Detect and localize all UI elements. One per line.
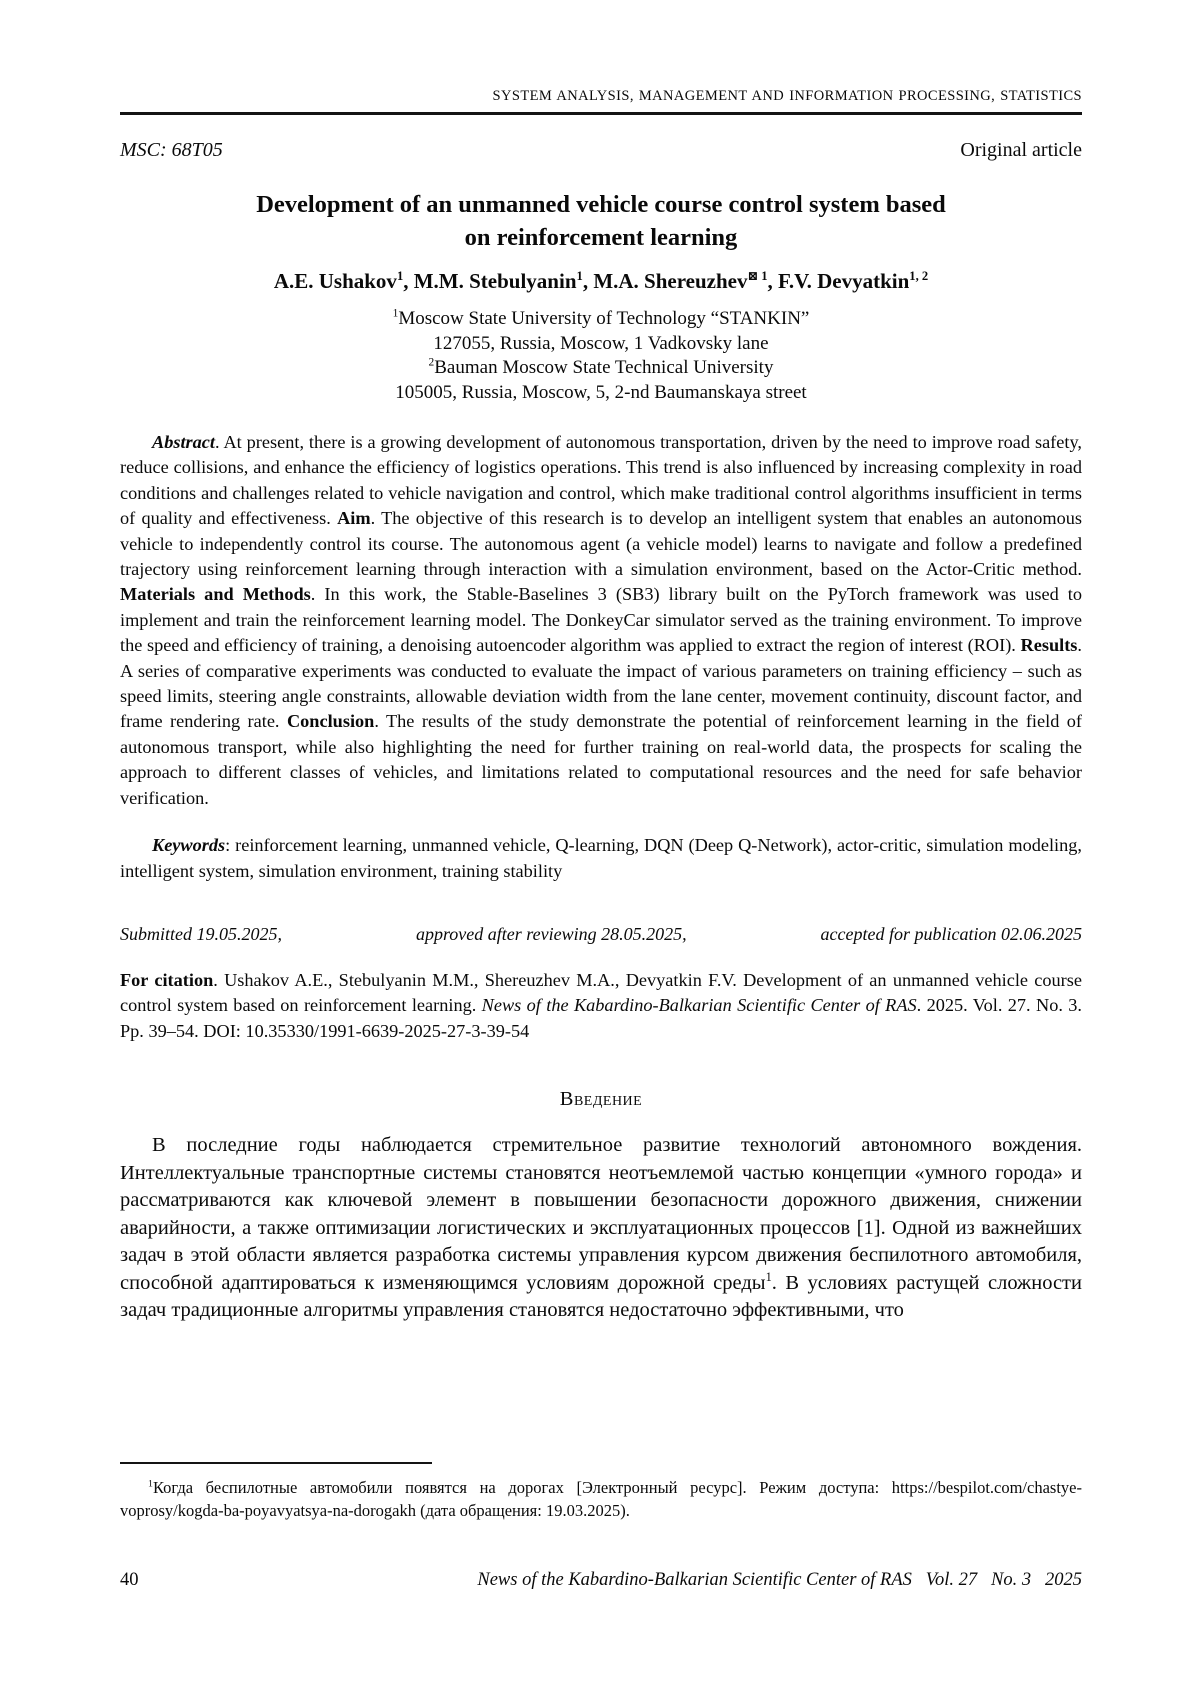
text-segment: 1, 2 [909,269,929,283]
affiliation-address [120,381,1082,406]
text-segment: A.E. Ushakov [273,269,397,293]
authors-line [120,269,1082,294]
text-segment: Conclusion [286,711,375,732]
article-meta-row [120,139,1082,162]
citation-paragraph [120,968,1082,1044]
text-segment: News of the Kabardino-Balkarian Scientific Center of RAS [481,995,917,1016]
article-title-line2: on reinforcement learning [464,224,738,251]
page-content [0,88,1200,1325]
text-segment: . At present, there is a growing development of autonomous transportation, driven by the need to improve road safety, reduce collisions, and enhance the efficiency of logistics operations. This trend is also influenced by increasing complexity in road conditions and challenges related to vehicle navigation and control, which make traditional control algorithms insufficient in terms of quality and effectiveness. [120,432,1082,529]
text-segment: . The results of the study demonstrate the potential of reinforcement learning in the field of autonomous transport, while also highlighting the need for further training on real-world data, the prospects for scaling the approach to different classes of vehicles, and limitations related to computational resources and the need for safe behavior verification. [120,711,1082,808]
journal-footer-line: News of the Kabardino-Balkarian Scientific Center of RAS Vol. 27 No. 3 2025 [477,1570,1082,1590]
text-segment: . In this work, the Stable-Baselines 3 (SB3) library built on the PyTorch framework was used to implement and train the reinforcement learning model. The DonkeyCar simulator served as the training environment. To improve the speed and efficiency of training, a denoising autoencoder algorithm was applied to extract the region of interest (ROI). [120,584,1083,656]
text-segment: . The objective of this research is to develop an intelligent system that enables an autonomous vehicle to independently control its course. The autonomous agent (a vehicle model) learns to navigate and follow a predefined trajectory using reinforcement learning through interaction with a simulation environment, based on the Actor-Critic method. [120,508,1082,580]
text-segment: Abstract [152,432,215,452]
footnote-rule [120,1462,432,1464]
text-segment: . Ushakov A.E., Stebulyanin M.M., Shereuzhev M.A., Devyatkin F.V. Development of an unmanned vehicle course control system based on reinforcement learning. [120,969,1082,1016]
text-segment: 1 [392,307,399,320]
article-title-line1: Development of an unmanned vehicle course control system based [256,191,946,218]
text-segment: Когда беспилотные автомобили появятся на дорогах [Электронный ресурс]. Режим доступа: https://bespilot.com/chastye-voprosy/kogda-ba-poyavyatsya-na-dorogakh (дата обращения: 19.03.2025). [120,1478,1082,1520]
page-number: 40 [120,1570,139,1590]
text-segment: . 2025. Vol. 27. No. 3. Pp. 39–54. DOI: 10.35330/1991-6639-2025-27-3-39-54 [120,995,1082,1041]
text-segment: Results [1020,635,1078,656]
text-segment: , M.M. Stebulyanin [403,269,577,293]
keywords-paragraph [120,833,1082,884]
text-segment: Aim [337,508,371,529]
text-segment: Bauman Moscow State Technical University [434,357,774,378]
affiliation-address [120,332,1082,357]
text-segment: В последние годы наблюдается стремительное развитие технологий автономного вождения. Интеллектуальные транспортные системы становятся неотъемлемой частью концепции «умного города» и рассматриваются как ключевой элемент в повышении безопасности дорожного движения, снижении аварийности, а также оптимизации логистических и эксплуатационных процессов [1]. Одной из важнейших задач в этой области является разработка системы управления курсом движения беспилотного автомобиля, способной адаптироваться к изменяющимся условиям дорожной среды [120,1134,1082,1294]
affiliation-line [120,307,1082,332]
text-segment: 127055, Russia, Moscow, 1 Vadkovsky lane [433,332,769,354]
text-segment: ⊠ 1 [747,269,768,283]
affiliation-line [120,356,1082,381]
submitted-date: Submitted 19.05.2025, [120,923,282,944]
text-segment: 2 [428,356,435,369]
text-segment: . В условиях растущей сложности задач традиционные алгоритмы управления становятся недостаточно эффективными, что [120,1271,1082,1322]
accepted-date: accepted for publication 02.06.2025 [820,923,1082,944]
affiliations-block [120,307,1082,405]
text-segment: Materials and Methods [120,584,311,605]
abstract-paragraph [120,430,1082,811]
introduction-paragraph [120,1132,1082,1325]
text-segment: . A series of comparative experiments was conducted to evaluate the impact of various parameters on training efficiency – such as speed limits, steering angle constraints, allowable deviation width from the lane center, movement continuity, discount factor, and frame rendering rate. [120,635,1082,732]
dates-row [120,924,1082,945]
text-segment: For citation [120,969,214,990]
text-segment: 1 [576,269,583,283]
text-segment: , M.A. Shereuzhev [582,269,748,293]
approved-date: approved after reviewing 28.05.2025, [415,923,687,944]
text-segment: , F.V. Devyatkin [767,269,910,293]
header-rule [120,112,1082,115]
text-segment: Keywords [152,835,226,856]
text-segment: : reinforcement learning, unmanned vehicle, Q-learning, DQN (Deep Q-Network), actor-critic, simulation modeling, intelligent system, simulation environment, training stability [120,835,1082,881]
page-footer [120,1570,1082,1591]
article-type-label: Original article [960,139,1082,161]
article-title [120,188,1082,254]
text-segment: 105005, Russia, Moscow, 5, 2-nd Baumanskaya street [395,381,807,403]
footnote-text [120,1476,1082,1522]
msc-code: MSC: 68T05 [120,139,223,161]
running-head: SYSTEM ANALYSIS, MANAGEMENT AND INFORMATION PROCESSING, STATISTICS [492,88,1082,104]
text-segment: 1 [148,1478,153,1490]
section-heading-introduction: Введение [559,1088,643,1111]
text-segment: Moscow State University of Technology “STANKIN” [398,308,810,329]
text-segment: 1 [765,1269,772,1284]
text-segment: 1 [396,269,404,283]
